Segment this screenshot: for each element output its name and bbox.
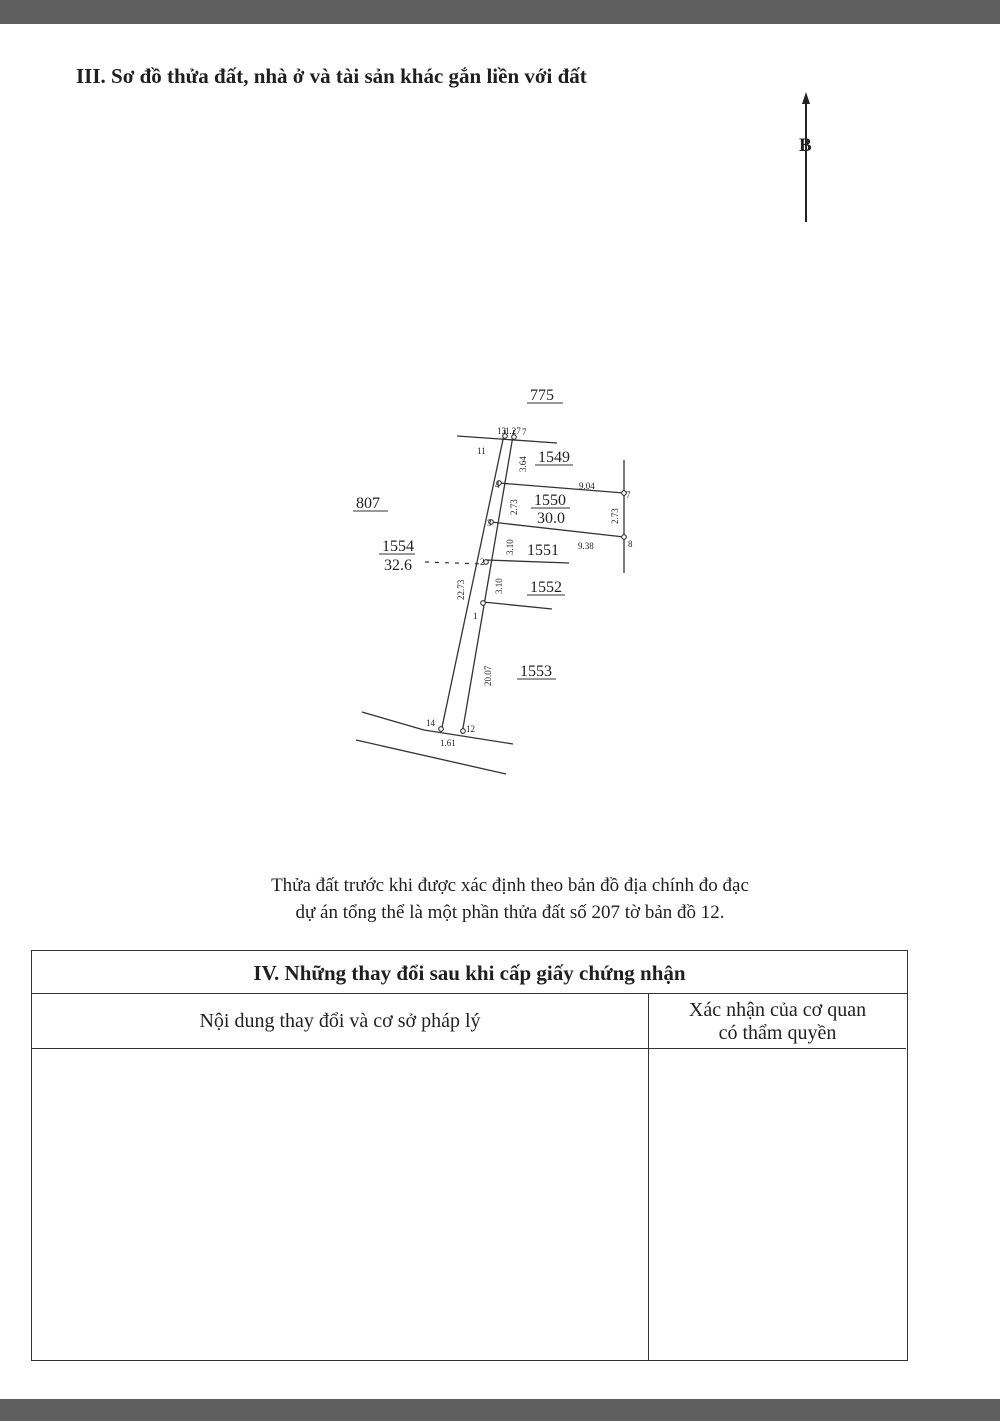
edge-length: 3.10 (505, 539, 515, 555)
parcel-1552: 1552 (530, 579, 562, 596)
parcel-1553: 1553 (520, 663, 552, 680)
column-header-confirmation-line1: Xác nhận của cơ quan (688, 999, 867, 1021)
column-header-confirmation-line2: có thẩm quyền (718, 1022, 837, 1044)
edge-length: 3.10 (494, 578, 504, 594)
edge-length: 9.38 (578, 541, 594, 551)
parcel-1550-area: 30.0 (537, 510, 565, 527)
section-3-title: III. Sơ đồ thửa đất, nhà ở và tài sản khác gắn liền với đất (76, 64, 587, 88)
point-label: 7 (522, 427, 527, 437)
north-arrow-icon (802, 92, 810, 222)
edge-length: 2.73 (610, 508, 620, 524)
column-header-confirmation (648, 993, 906, 1049)
parcel-1554: 1554 (382, 538, 414, 555)
point-label: 8 (628, 539, 633, 549)
edge-length: 2.73 (509, 499, 519, 515)
parcel-1549: 1549 (538, 449, 570, 466)
point-label: 14 (426, 718, 435, 728)
parcel-1550: 1550 (534, 492, 566, 509)
point-label: 7 (626, 490, 631, 500)
column-divider (648, 1049, 649, 1360)
point-label: 11 (477, 446, 486, 456)
compass-label: B (799, 135, 812, 156)
parcel-1551: 1551 (527, 542, 559, 559)
parcel-807: 807 (356, 495, 380, 512)
point-label: 1 (473, 611, 478, 621)
point-label: 2 (480, 557, 485, 567)
confirmation-cell (650, 1049, 906, 1359)
note-line-1: Thửa đất trước khi được xác định theo bản đồ địa chính đo đạc (271, 875, 749, 896)
bottom-bar (0, 1399, 1000, 1421)
edge-length: 3.64 (518, 456, 528, 472)
edge-length: 20.07 (483, 665, 493, 686)
point-label: 13 (497, 426, 506, 436)
edge-length: 9.04 (579, 481, 595, 491)
edge-length: 1.61 (440, 738, 456, 748)
parcel-1554-area: 32.6 (384, 557, 412, 574)
content-cell (32, 1049, 648, 1359)
note-line-2: dự án tổng thể là một phần thửa đất số 207 tờ bản đồ 12. (295, 902, 725, 923)
point-label: 3 (487, 518, 492, 528)
parcel-775: 775 (530, 387, 554, 404)
edge-length: 22.73 (456, 579, 466, 600)
point-label: 4 (495, 480, 500, 490)
section-4-title: IV. Những thay đổi sau khi cấp giấy chứng nhận (32, 951, 907, 994)
point-label: 12 (466, 724, 475, 734)
dashed-boundary (425, 562, 484, 564)
edge-length: 1.27 (505, 426, 521, 436)
column-header-content: Nội dung thay đổi và cơ sở pháp lý (32, 993, 648, 1049)
changes-table (31, 950, 908, 1361)
